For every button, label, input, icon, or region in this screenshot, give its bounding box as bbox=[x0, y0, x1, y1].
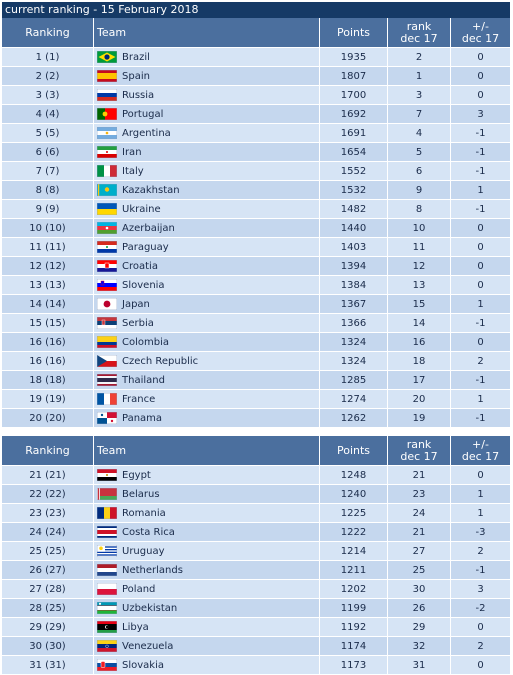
rank-cell: 27 (28) bbox=[2, 580, 94, 598]
change-cell: -1 bbox=[451, 162, 510, 180]
points-cell: 1807 bbox=[320, 67, 388, 85]
slovakia-flag-icon bbox=[97, 659, 117, 671]
change-cell: -1 bbox=[451, 409, 510, 427]
rank-cell: 4 (4) bbox=[2, 105, 94, 123]
points-cell: 1532 bbox=[320, 181, 388, 199]
team-cell bbox=[94, 409, 320, 427]
prev-rank-cell: 27 bbox=[388, 542, 451, 560]
prev-rank-cell: 3 bbox=[388, 86, 451, 104]
table-row bbox=[2, 314, 510, 333]
header-points: Points bbox=[320, 436, 388, 465]
team-name: Panama bbox=[122, 413, 162, 424]
points-cell: 1384 bbox=[320, 276, 388, 294]
team-cell bbox=[94, 618, 320, 636]
rank-cell: 9 (9) bbox=[2, 200, 94, 218]
table-row bbox=[2, 466, 510, 485]
change-cell: 0 bbox=[451, 219, 510, 237]
points-cell: 1366 bbox=[320, 314, 388, 332]
rank-cell: 30 (30) bbox=[2, 637, 94, 655]
rank-cell: 6 (6) bbox=[2, 143, 94, 161]
team-name: Argentina bbox=[122, 128, 171, 139]
rank-cell: 18 (18) bbox=[2, 371, 94, 389]
rank-cell: 8 (8) bbox=[2, 181, 94, 199]
points-cell: 1262 bbox=[320, 409, 388, 427]
team-cell bbox=[94, 580, 320, 598]
table-row bbox=[2, 409, 510, 428]
header-team: Team bbox=[94, 18, 320, 47]
table-row bbox=[2, 181, 510, 200]
table-row bbox=[2, 219, 510, 238]
prev-rank-cell: 13 bbox=[388, 276, 451, 294]
points-cell: 1274 bbox=[320, 390, 388, 408]
points-cell: 1174 bbox=[320, 637, 388, 655]
header-change: +/- dec 17 bbox=[451, 18, 510, 47]
team-name: Netherlands bbox=[122, 565, 183, 576]
prev-rank-cell: 12 bbox=[388, 257, 451, 275]
team-cell bbox=[94, 276, 320, 294]
header-ranking: Ranking bbox=[2, 18, 94, 47]
points-cell: 1202 bbox=[320, 580, 388, 598]
team-cell bbox=[94, 352, 320, 370]
change-cell: -3 bbox=[451, 523, 510, 541]
prev-rank-cell: 5 bbox=[388, 143, 451, 161]
team-cell bbox=[94, 48, 320, 66]
team-cell bbox=[94, 523, 320, 541]
points-cell: 1225 bbox=[320, 504, 388, 522]
change-cell: 1 bbox=[451, 504, 510, 522]
ranking-table bbox=[2, 2, 510, 675]
team-cell bbox=[94, 656, 320, 674]
table-row bbox=[2, 352, 510, 371]
table-row bbox=[2, 371, 510, 390]
russia-flag-icon bbox=[97, 89, 117, 101]
team-name: Libya bbox=[122, 622, 149, 633]
table-row bbox=[2, 257, 510, 276]
rank-cell: 16 (16) bbox=[2, 333, 94, 351]
change-cell: 2 bbox=[451, 542, 510, 560]
team-cell bbox=[94, 314, 320, 332]
table-row bbox=[2, 523, 510, 542]
change-cell: -1 bbox=[451, 314, 510, 332]
change-cell: 0 bbox=[451, 276, 510, 294]
team-name: Slovenia bbox=[122, 280, 165, 291]
team-name: Portugal bbox=[122, 109, 163, 120]
rank-cell: 16 (16) bbox=[2, 352, 94, 370]
prev-rank-cell: 29 bbox=[388, 618, 451, 636]
points-cell: 1935 bbox=[320, 48, 388, 66]
team-cell bbox=[94, 390, 320, 408]
iran-flag-icon bbox=[97, 146, 117, 158]
prev-rank-cell: 20 bbox=[388, 390, 451, 408]
prev-rank-cell: 11 bbox=[388, 238, 451, 256]
team-cell bbox=[94, 162, 320, 180]
points-cell: 1240 bbox=[320, 485, 388, 503]
points-cell: 1211 bbox=[320, 561, 388, 579]
table-row bbox=[2, 656, 510, 675]
change-cell: 2 bbox=[451, 637, 510, 655]
change-cell: 0 bbox=[451, 67, 510, 85]
prev-rank-cell: 19 bbox=[388, 409, 451, 427]
team-name: Uruguay bbox=[122, 546, 165, 557]
table-row bbox=[2, 295, 510, 314]
egypt-flag-icon bbox=[97, 469, 117, 481]
costa-rica-flag-icon bbox=[97, 526, 117, 538]
team-name: Venezuela bbox=[122, 641, 173, 652]
table-row bbox=[2, 485, 510, 504]
table-row bbox=[2, 504, 510, 523]
team-name: Paraguay bbox=[122, 242, 169, 253]
points-cell: 1324 bbox=[320, 333, 388, 351]
team-cell bbox=[94, 67, 320, 85]
change-cell: -1 bbox=[451, 200, 510, 218]
prev-rank-cell: 25 bbox=[388, 561, 451, 579]
prev-rank-cell: 26 bbox=[388, 599, 451, 617]
libya-flag-icon bbox=[97, 621, 117, 633]
rank-cell: 1 (1) bbox=[2, 48, 94, 66]
rank-cell: 24 (24) bbox=[2, 523, 94, 541]
prev-rank-cell: 2 bbox=[388, 48, 451, 66]
change-cell: 0 bbox=[451, 238, 510, 256]
points-cell: 1214 bbox=[320, 542, 388, 560]
points-cell: 1285 bbox=[320, 371, 388, 389]
team-name: Spain bbox=[122, 71, 150, 82]
table-title: current ranking - 15 February 2018 bbox=[2, 2, 510, 18]
france-flag-icon bbox=[97, 393, 117, 405]
rank-cell: 25 (25) bbox=[2, 542, 94, 560]
ranking-group-2 bbox=[2, 466, 510, 675]
table-row bbox=[2, 162, 510, 181]
colombia-flag-icon bbox=[97, 336, 117, 348]
rank-cell: 22 (22) bbox=[2, 485, 94, 503]
rank-cell: 20 (20) bbox=[2, 409, 94, 427]
team-name: Iran bbox=[122, 147, 142, 158]
japan-flag-icon bbox=[97, 298, 117, 310]
team-cell bbox=[94, 238, 320, 256]
team-cell bbox=[94, 504, 320, 522]
rank-cell: 29 (29) bbox=[2, 618, 94, 636]
team-cell bbox=[94, 333, 320, 351]
change-cell: 0 bbox=[451, 257, 510, 275]
team-cell bbox=[94, 561, 320, 579]
points-cell: 1192 bbox=[320, 618, 388, 636]
rank-cell: 23 (23) bbox=[2, 504, 94, 522]
slovenia-flag-icon bbox=[97, 279, 117, 291]
table-row bbox=[2, 143, 510, 162]
prev-rank-cell: 23 bbox=[388, 485, 451, 503]
table-row bbox=[2, 580, 510, 599]
change-cell: 1 bbox=[451, 295, 510, 313]
prev-rank-cell: 6 bbox=[388, 162, 451, 180]
prev-rank-cell: 14 bbox=[388, 314, 451, 332]
points-cell: 1552 bbox=[320, 162, 388, 180]
team-name: Uzbekistan bbox=[122, 603, 177, 614]
table-row bbox=[2, 105, 510, 124]
team-name: Colombia bbox=[122, 337, 169, 348]
table-row bbox=[2, 561, 510, 580]
czech-republic-flag-icon bbox=[97, 355, 117, 367]
points-cell: 1222 bbox=[320, 523, 388, 541]
team-cell bbox=[94, 86, 320, 104]
points-cell: 1403 bbox=[320, 238, 388, 256]
team-cell bbox=[94, 599, 320, 617]
thailand-flag-icon bbox=[97, 374, 117, 386]
team-name: Thailand bbox=[122, 375, 165, 386]
prev-rank-cell: 32 bbox=[388, 637, 451, 655]
portugal-flag-icon bbox=[97, 108, 117, 120]
points-cell: 1691 bbox=[320, 124, 388, 142]
belarus-flag-icon bbox=[97, 488, 117, 500]
points-cell: 1654 bbox=[320, 143, 388, 161]
change-cell: 1 bbox=[451, 181, 510, 199]
venezuela-flag-icon bbox=[97, 640, 117, 652]
change-cell: 1 bbox=[451, 390, 510, 408]
team-name: Brazil bbox=[122, 52, 150, 63]
brazil-flag-icon bbox=[97, 51, 117, 63]
rank-cell: 7 (7) bbox=[2, 162, 94, 180]
croatia-flag-icon bbox=[97, 260, 117, 272]
prev-rank-cell: 9 bbox=[388, 181, 451, 199]
uzbekistan-flag-icon bbox=[97, 602, 117, 614]
argentina-flag-icon bbox=[97, 127, 117, 139]
change-cell: -1 bbox=[451, 371, 510, 389]
prev-rank-cell: 10 bbox=[388, 219, 451, 237]
team-cell bbox=[94, 219, 320, 237]
panama-flag-icon bbox=[97, 412, 117, 424]
table-row bbox=[2, 67, 510, 86]
team-cell bbox=[94, 466, 320, 484]
rank-cell: 19 (19) bbox=[2, 390, 94, 408]
points-cell: 1394 bbox=[320, 257, 388, 275]
rank-cell: 2 (2) bbox=[2, 67, 94, 85]
rank-cell: 5 (5) bbox=[2, 124, 94, 142]
points-cell: 1440 bbox=[320, 219, 388, 237]
rank-cell: 14 (14) bbox=[2, 295, 94, 313]
team-name: France bbox=[122, 394, 155, 405]
team-name: Romania bbox=[122, 508, 166, 519]
team-name: Serbia bbox=[122, 318, 154, 329]
team-cell bbox=[94, 295, 320, 313]
team-name: Poland bbox=[122, 584, 155, 595]
italy-flag-icon bbox=[97, 165, 117, 177]
change-cell: -1 bbox=[451, 143, 510, 161]
rank-cell: 21 (21) bbox=[2, 466, 94, 484]
rank-cell: 15 (15) bbox=[2, 314, 94, 332]
team-name: Russia bbox=[122, 90, 154, 101]
change-cell: -1 bbox=[451, 124, 510, 142]
points-cell: 1482 bbox=[320, 200, 388, 218]
team-name: Egypt bbox=[122, 470, 151, 481]
team-cell bbox=[94, 257, 320, 275]
rank-cell: 10 (10) bbox=[2, 219, 94, 237]
change-cell: 3 bbox=[451, 580, 510, 598]
prev-rank-cell: 4 bbox=[388, 124, 451, 142]
prev-rank-cell: 8 bbox=[388, 200, 451, 218]
change-cell: 0 bbox=[451, 656, 510, 674]
rank-cell: 13 (13) bbox=[2, 276, 94, 294]
team-cell bbox=[94, 485, 320, 503]
points-cell: 1324 bbox=[320, 352, 388, 370]
team-name: Kazakhstan bbox=[122, 185, 180, 196]
change-cell: -2 bbox=[451, 599, 510, 617]
change-cell: -1 bbox=[451, 561, 510, 579]
rank-cell: 26 (27) bbox=[2, 561, 94, 579]
table-row bbox=[2, 390, 510, 409]
table-row bbox=[2, 618, 510, 637]
ranking-group-1 bbox=[2, 48, 510, 428]
change-cell: 0 bbox=[451, 618, 510, 636]
table-row bbox=[2, 200, 510, 219]
points-cell: 1199 bbox=[320, 599, 388, 617]
table-row bbox=[2, 333, 510, 352]
prev-rank-cell: 24 bbox=[388, 504, 451, 522]
points-cell: 1173 bbox=[320, 656, 388, 674]
rank-cell: 12 (12) bbox=[2, 257, 94, 275]
table-row bbox=[2, 542, 510, 561]
change-cell: 1 bbox=[451, 485, 510, 503]
team-name: Azerbaijan bbox=[122, 223, 175, 234]
table-row bbox=[2, 637, 510, 656]
serbia-flag-icon bbox=[97, 317, 117, 329]
change-cell: 0 bbox=[451, 86, 510, 104]
prev-rank-cell: 18 bbox=[388, 352, 451, 370]
table-row bbox=[2, 276, 510, 295]
team-name: Ukraine bbox=[122, 204, 161, 215]
change-cell: 3 bbox=[451, 105, 510, 123]
rank-cell: 3 (3) bbox=[2, 86, 94, 104]
azerbaijan-flag-icon bbox=[97, 222, 117, 234]
header-team: Team bbox=[94, 436, 320, 465]
header-prev-rank: rank dec 17 bbox=[388, 436, 451, 465]
points-cell: 1692 bbox=[320, 105, 388, 123]
team-cell bbox=[94, 200, 320, 218]
rank-cell: 11 (11) bbox=[2, 238, 94, 256]
table-row bbox=[2, 86, 510, 105]
spain-flag-icon bbox=[97, 70, 117, 82]
team-name: Italy bbox=[122, 166, 144, 177]
kazakhstan-flag-icon bbox=[97, 184, 117, 196]
poland-flag-icon bbox=[97, 583, 117, 595]
team-cell bbox=[94, 143, 320, 161]
table-row bbox=[2, 238, 510, 257]
team-name: Croatia bbox=[122, 261, 158, 272]
team-name: Japan bbox=[122, 299, 150, 310]
prev-rank-cell: 17 bbox=[388, 371, 451, 389]
header-prev-rank: rank dec 17 bbox=[388, 18, 451, 47]
romania-flag-icon bbox=[97, 507, 117, 519]
prev-rank-cell: 1 bbox=[388, 67, 451, 85]
header-change: +/- dec 17 bbox=[451, 436, 510, 465]
table-row bbox=[2, 124, 510, 143]
ukraine-flag-icon bbox=[97, 203, 117, 215]
prev-rank-cell: 21 bbox=[388, 466, 451, 484]
rank-cell: 28 (25) bbox=[2, 599, 94, 617]
points-cell: 1700 bbox=[320, 86, 388, 104]
change-cell: 0 bbox=[451, 466, 510, 484]
header-row bbox=[2, 18, 510, 48]
change-cell: 0 bbox=[451, 333, 510, 351]
prev-rank-cell: 7 bbox=[388, 105, 451, 123]
team-cell bbox=[94, 105, 320, 123]
uruguay-flag-icon bbox=[97, 545, 117, 557]
netherlands-flag-icon bbox=[97, 564, 117, 576]
table-row bbox=[2, 48, 510, 67]
team-name: Belarus bbox=[122, 489, 160, 500]
header-ranking: Ranking bbox=[2, 436, 94, 465]
paraguay-flag-icon bbox=[97, 241, 117, 253]
header-row-2 bbox=[2, 436, 510, 466]
team-name: Costa Rica bbox=[122, 527, 175, 538]
team-cell bbox=[94, 181, 320, 199]
team-cell bbox=[94, 371, 320, 389]
change-cell: 2 bbox=[451, 352, 510, 370]
prev-rank-cell: 16 bbox=[388, 333, 451, 351]
team-cell bbox=[94, 637, 320, 655]
team-name: Slovakia bbox=[122, 660, 164, 671]
team-cell bbox=[94, 542, 320, 560]
prev-rank-cell: 15 bbox=[388, 295, 451, 313]
team-name: Czech Republic bbox=[122, 356, 198, 367]
prev-rank-cell: 31 bbox=[388, 656, 451, 674]
points-cell: 1367 bbox=[320, 295, 388, 313]
prev-rank-cell: 30 bbox=[388, 580, 451, 598]
header-points: Points bbox=[320, 18, 388, 47]
team-cell bbox=[94, 124, 320, 142]
table-row bbox=[2, 599, 510, 618]
points-cell: 1248 bbox=[320, 466, 388, 484]
prev-rank-cell: 21 bbox=[388, 523, 451, 541]
change-cell: 0 bbox=[451, 48, 510, 66]
rank-cell: 31 (31) bbox=[2, 656, 94, 674]
